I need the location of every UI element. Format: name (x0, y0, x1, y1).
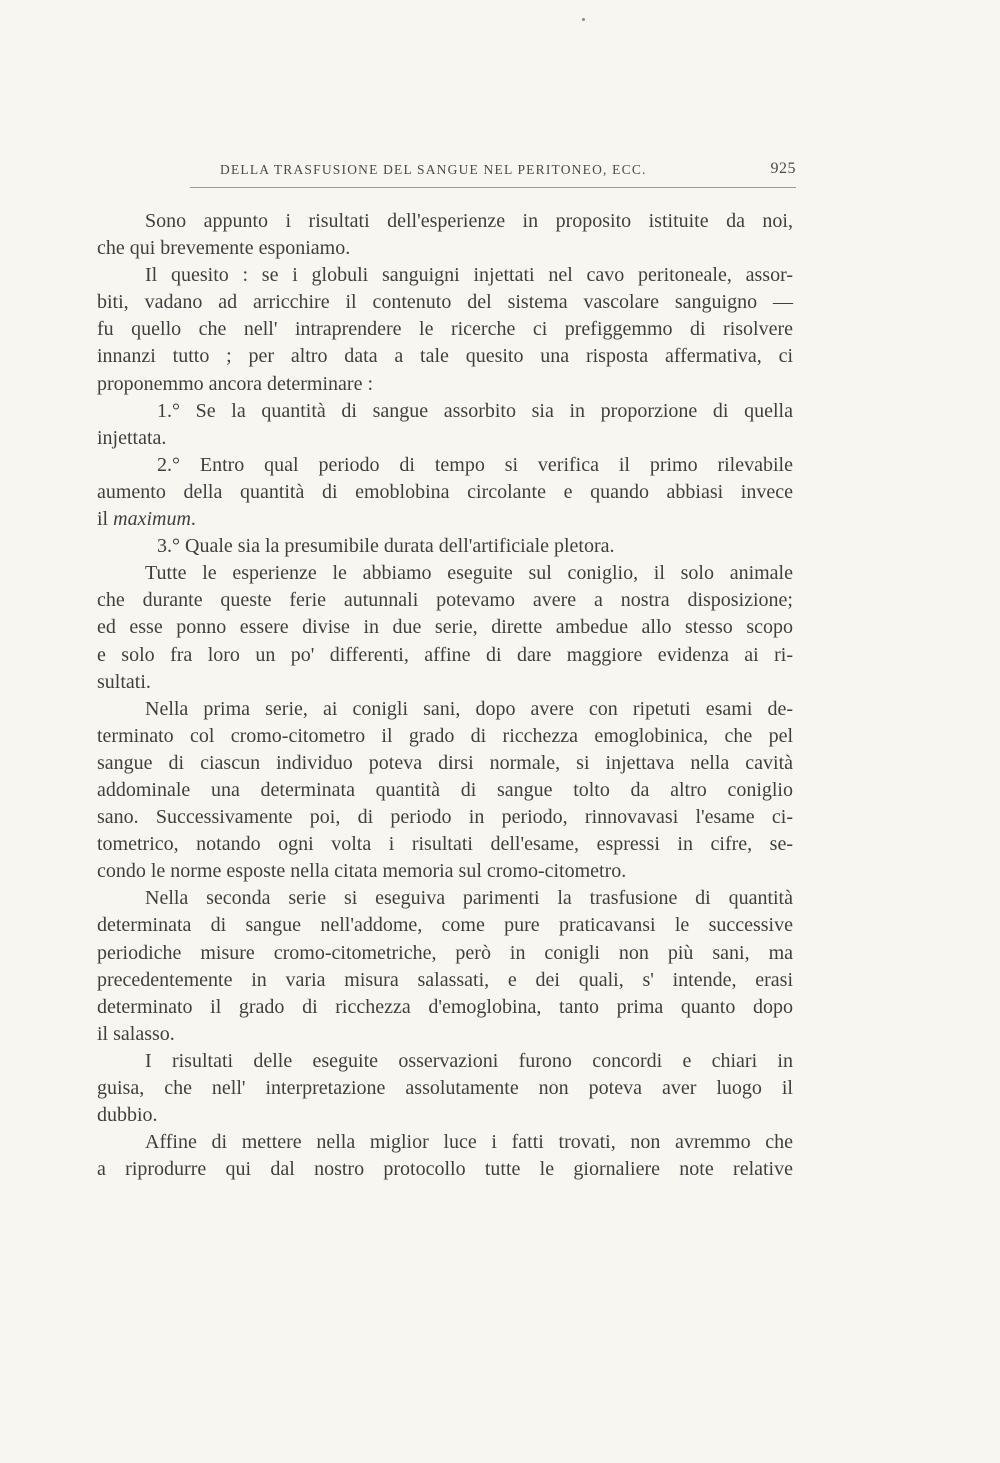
text-line: Nella seconda serie si eseguiva parimenti la trasfusione di quantità (145, 887, 793, 910)
text-line: I risultati delle eseguite osservazioni furono concordi e chiari in (145, 1049, 793, 1072)
text-line: terminato col cromo-citometro il grado di ricchezza emoglobinica, che pel (97, 724, 793, 747)
text-line: che durante queste ferie autunnali potevamo avere a nostra disposizione; (97, 589, 793, 612)
print-mark (582, 18, 585, 21)
text-line: precedentemente in varia misura salassati, e dei quali, s' intende, erasi (97, 968, 793, 991)
text-line: guisa, che nell' interpretazione assolutamente non poteva aver luogo il (97, 1077, 793, 1099)
text-line: dubbio. (97, 1104, 158, 1127)
text-line: Tutte le esperienze le abbiamo eseguite sul coniglio, il solo animale (145, 562, 793, 585)
text-line: a riprodurre qui dal nostro protocollo tutte le giornaliere note relative (97, 1158, 793, 1181)
text-line: aumento della quantità di emoblobina circolante e quando abbiasi invece (97, 480, 793, 503)
text-line: addominale una determinata quantità di sangue tolto da altro coniglio (97, 778, 793, 801)
text-line: Il quesito : se i globuli sanguigni injettati nel cavo peritoneale, assor- (145, 264, 793, 287)
text-line: 1.° Se la quantità di sangue assorbito sia in proporzione di quella (157, 399, 793, 422)
text-line: fu quello che nell' intraprendere le ricerche ci prefiggemmo di risolvere (97, 318, 793, 341)
text-line: sano. Successivamente poi, di periodo in periodo, rinnovavasi l'esame ci- (97, 806, 793, 829)
text-line: 2.° Entro qual periodo di tempo si verifica il primo rilevabile (157, 453, 793, 476)
text-line: periodiche misure cromo-citometriche, però in conigli non più sani, ma (97, 941, 793, 964)
text-line: determinato il grado di ricchezza d'emoglobina, tanto prima quanto dopo (97, 995, 793, 1018)
header-rule (190, 187, 796, 188)
page-header (190, 160, 796, 184)
page-number: 925 (770, 160, 796, 177)
italic-term: maximum (113, 508, 191, 531)
text-line-tail: . (190, 508, 196, 531)
running-title: DELLA TRASFUSIONE DEL SANGUE NEL PERITONEO, ECC. (220, 162, 647, 177)
text-line: e solo fra loro un po' differenti, affine di dare maggiore evidenza ai ri- (97, 643, 793, 666)
text-line: tometrico, notando ogni volta i risultati dell'esame, espressi in cifre, se- (97, 833, 793, 856)
text-line: sultati. (97, 670, 151, 693)
text-line: Affine di mettere nella miglior luce i fatti trovati, non avremmo che (145, 1131, 793, 1154)
text-line: determinata di sangue nell'addome, come pure praticavansi le successive (97, 914, 793, 937)
text-line: injettata. (97, 426, 167, 449)
text-line: condo le norme esposte nella citata memoria sul cromo-citometro. (97, 860, 627, 883)
text-line: innanzi tutto ; per altro data a tale quesito una risposta affermativa, ci (97, 345, 793, 368)
text-line (97, 506, 793, 533)
text-line: Sono appunto i risultati dell'esperienze in proposito istituite da noi, (145, 210, 793, 232)
text-line: sangue di ciascun individuo poteva dirsi normale, si injettava nella cavità (97, 751, 793, 774)
text-line: biti, vadano ad arricchire il contenuto del sistema vascolare sanguigno — (97, 291, 793, 314)
text-line: 3.° Quale sia la presumibile durata dell'artificiale pletora. (157, 535, 615, 558)
text-line: ed esse ponno essere divise in due serie, dirette ambedue allo stesso scopo (97, 616, 793, 639)
text-line: proponemmo ancora determinare : (97, 372, 373, 395)
text-line: che qui brevemente esponiamo. (97, 237, 351, 260)
body-text (97, 208, 793, 1183)
text-line: Nella prima serie, ai conigli sani, dopo avere con ripetuti esami de- (145, 697, 793, 720)
text-line: il salasso. (97, 1022, 175, 1045)
text-line-lead: il (97, 508, 114, 531)
